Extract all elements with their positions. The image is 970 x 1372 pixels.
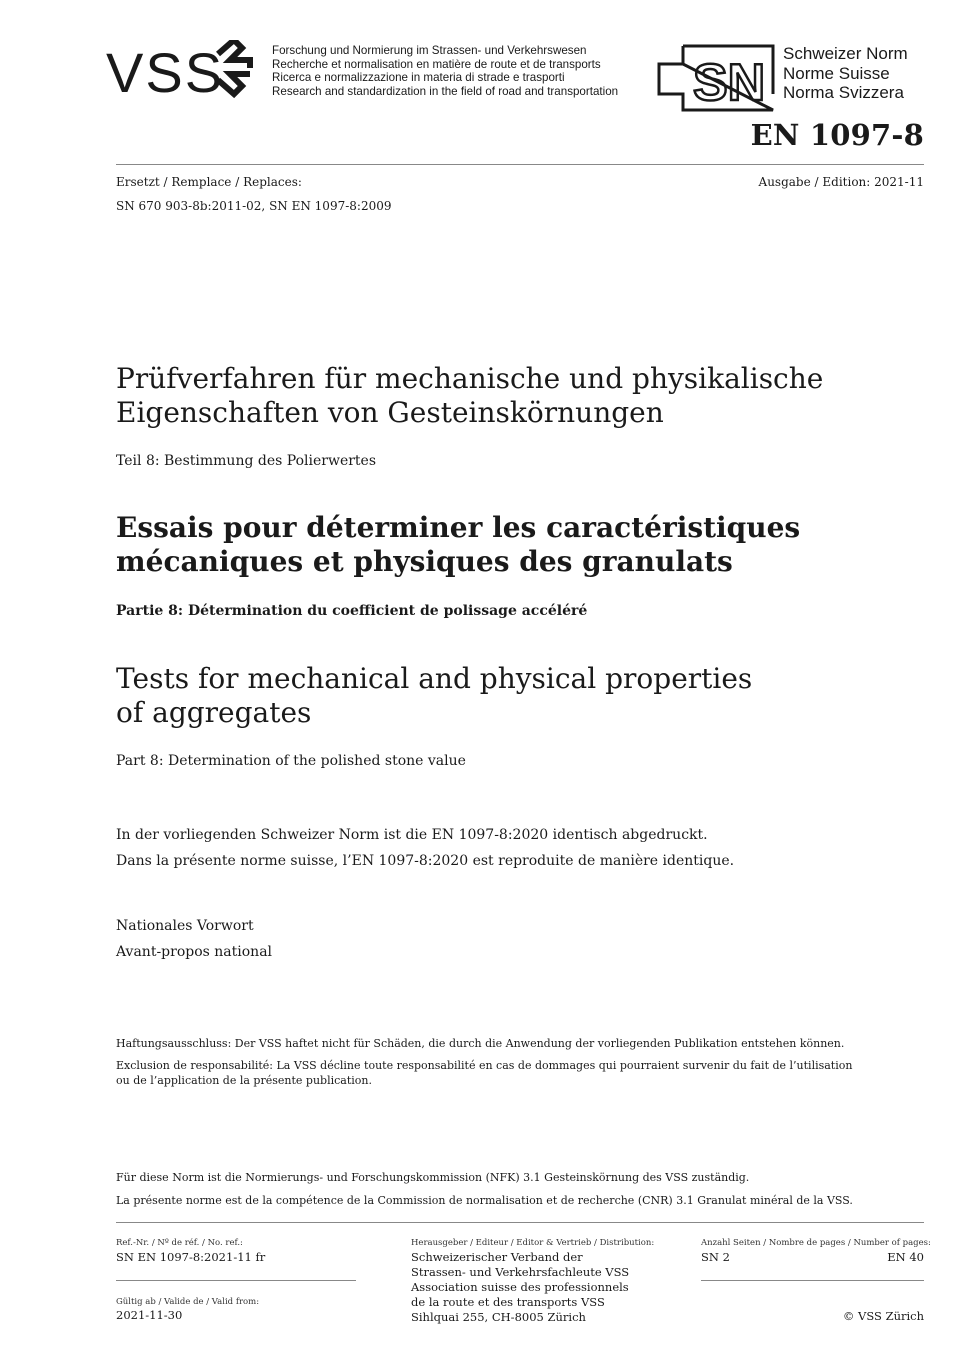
ref-divider (116, 1280, 356, 1281)
valid-from-value: 2021-11-30 (116, 1308, 183, 1322)
valid-from-label: Gültig ab / Valide de / Valid from: (116, 1297, 260, 1307)
national-foreword-german: Nationales Vorwort (116, 918, 254, 934)
publisher-line: Strassen- und Verkehrsfachleute VSS (411, 1265, 630, 1279)
disclaimer-french-line2: ou de l’application de la présente publication. (116, 1074, 372, 1087)
swiss-cross-sn-icon (657, 44, 779, 114)
disclaimer-french (116, 1058, 876, 1088)
publisher-label: Herausgeber / Editeur / Editor & Vertrieb / Distribution: (411, 1238, 655, 1248)
vss-tagline-de: Forschung und Normierung im Strassen- und Verkehrswesen (272, 44, 587, 57)
page-count-en: EN 40 (887, 1250, 924, 1264)
vss-logo (106, 40, 266, 104)
national-foreword-french: Avant-propos national (116, 944, 273, 960)
title-french-line2: mécaniques et physiques des granulats (116, 545, 733, 578)
footer-divider (116, 1222, 924, 1223)
sn-label-fr: Norme Suisse (783, 63, 890, 83)
vss-tagline (272, 44, 618, 98)
ref-number-label: Ref.-Nr. / Nº de réf. / No. ref.: (116, 1238, 243, 1248)
title-english-line2: of aggregates (116, 696, 312, 729)
sn-logo-text: SN (693, 54, 766, 112)
vss-logo-icon (106, 40, 266, 100)
standard-number: EN 1097-8 (750, 118, 924, 152)
replaces-value: SN 670 903-8b:2011-02, SN EN 1097-8:2009 (116, 199, 392, 213)
vss-tagline-it: Ricerca e normalizzazione in materia di strade e trasporti (272, 71, 565, 84)
publisher-line: Schweizerischer Verband der (411, 1250, 583, 1264)
pages-divider (701, 1280, 924, 1281)
title-german-line1: Prüfverfahren für mechanische und physikalische (116, 362, 824, 395)
disclaimer-german: Haftungsausschluss: Der VSS haftet nicht für Schäden, die durch die Anwendung der vorliegenden Publikation entstehen können. (116, 1037, 845, 1050)
vss-tagline-en: Research and standardization in the field of road and transportation (272, 84, 619, 98)
title-german (116, 362, 876, 430)
title-english-line1: Tests for mechanical and physical properties (116, 662, 753, 695)
edition-date: Ausgabe / Edition: 2021-11 (758, 175, 924, 189)
publisher-line: Sihlquai 255, CH-8005 Zürich (411, 1310, 586, 1324)
replaces-label: Ersetzt / Remplace / Replaces: (116, 175, 302, 189)
sn-norm-labels (783, 44, 908, 103)
committee-french: La présente norme est de la compétence de la Commission de normalisation et de recherche (CNR) 3.1 Granulat minéral de la VSS. (116, 1194, 853, 1207)
header-divider (116, 164, 924, 165)
ref-number-value: SN EN 1097-8:2021-11 fr (116, 1250, 266, 1264)
subtitle-german: Teil 8: Bestimmung des Polierwertes (116, 453, 377, 469)
sn-label-it: Norma Svizzera (783, 83, 904, 102)
sn-logo (657, 44, 779, 118)
publisher-address (411, 1250, 629, 1325)
publisher-line: de la route et des transports VSS (411, 1295, 605, 1309)
subtitle-english: Part 8: Determination of the polished stone value (116, 753, 466, 769)
title-french (116, 511, 876, 579)
page-count-label: Anzahl Seiten / Nombre de pages / Number of pages: (701, 1238, 931, 1248)
title-french-line1: Essais pour déterminer les caractéristiques (116, 511, 801, 544)
publisher-line: Association suisse des professionnels (411, 1280, 629, 1294)
title-german-line2: Eigenschaften von Gesteinskörnungen (116, 396, 664, 429)
committee-german: Für diese Norm ist die Normierungs- und Forschungskommission (NFK) 3.1 Gesteinskörnung des VSS zuständig. (116, 1171, 750, 1184)
disclaimer-french-line1: Exclusion de responsabilité: La VSS décline toute responsabilité en cas de dommages qui pourraient survenir du fait de l’utilisation (116, 1059, 853, 1072)
sn-label-de: Schweizer Norm (783, 44, 908, 63)
subtitle-french: Partie 8: Détermination du coefficient de polissage accéléré (116, 603, 588, 619)
vss-logo-text: VSS (106, 41, 225, 100)
title-english (116, 662, 876, 730)
copyright: © VSS Zürich (842, 1309, 924, 1323)
page-count-sn: SN 2 (701, 1250, 730, 1264)
identical-note-french: Dans la présente norme suisse, l’EN 1097-8:2020 est reproduite de manière identique. (116, 853, 735, 869)
identical-note-german: In der vorliegenden Schweizer Norm ist die EN 1097-8:2020 identisch abgedruckt. (116, 827, 708, 843)
vss-tagline-fr: Recherche et normalisation en matière de route et de transports (272, 57, 601, 71)
